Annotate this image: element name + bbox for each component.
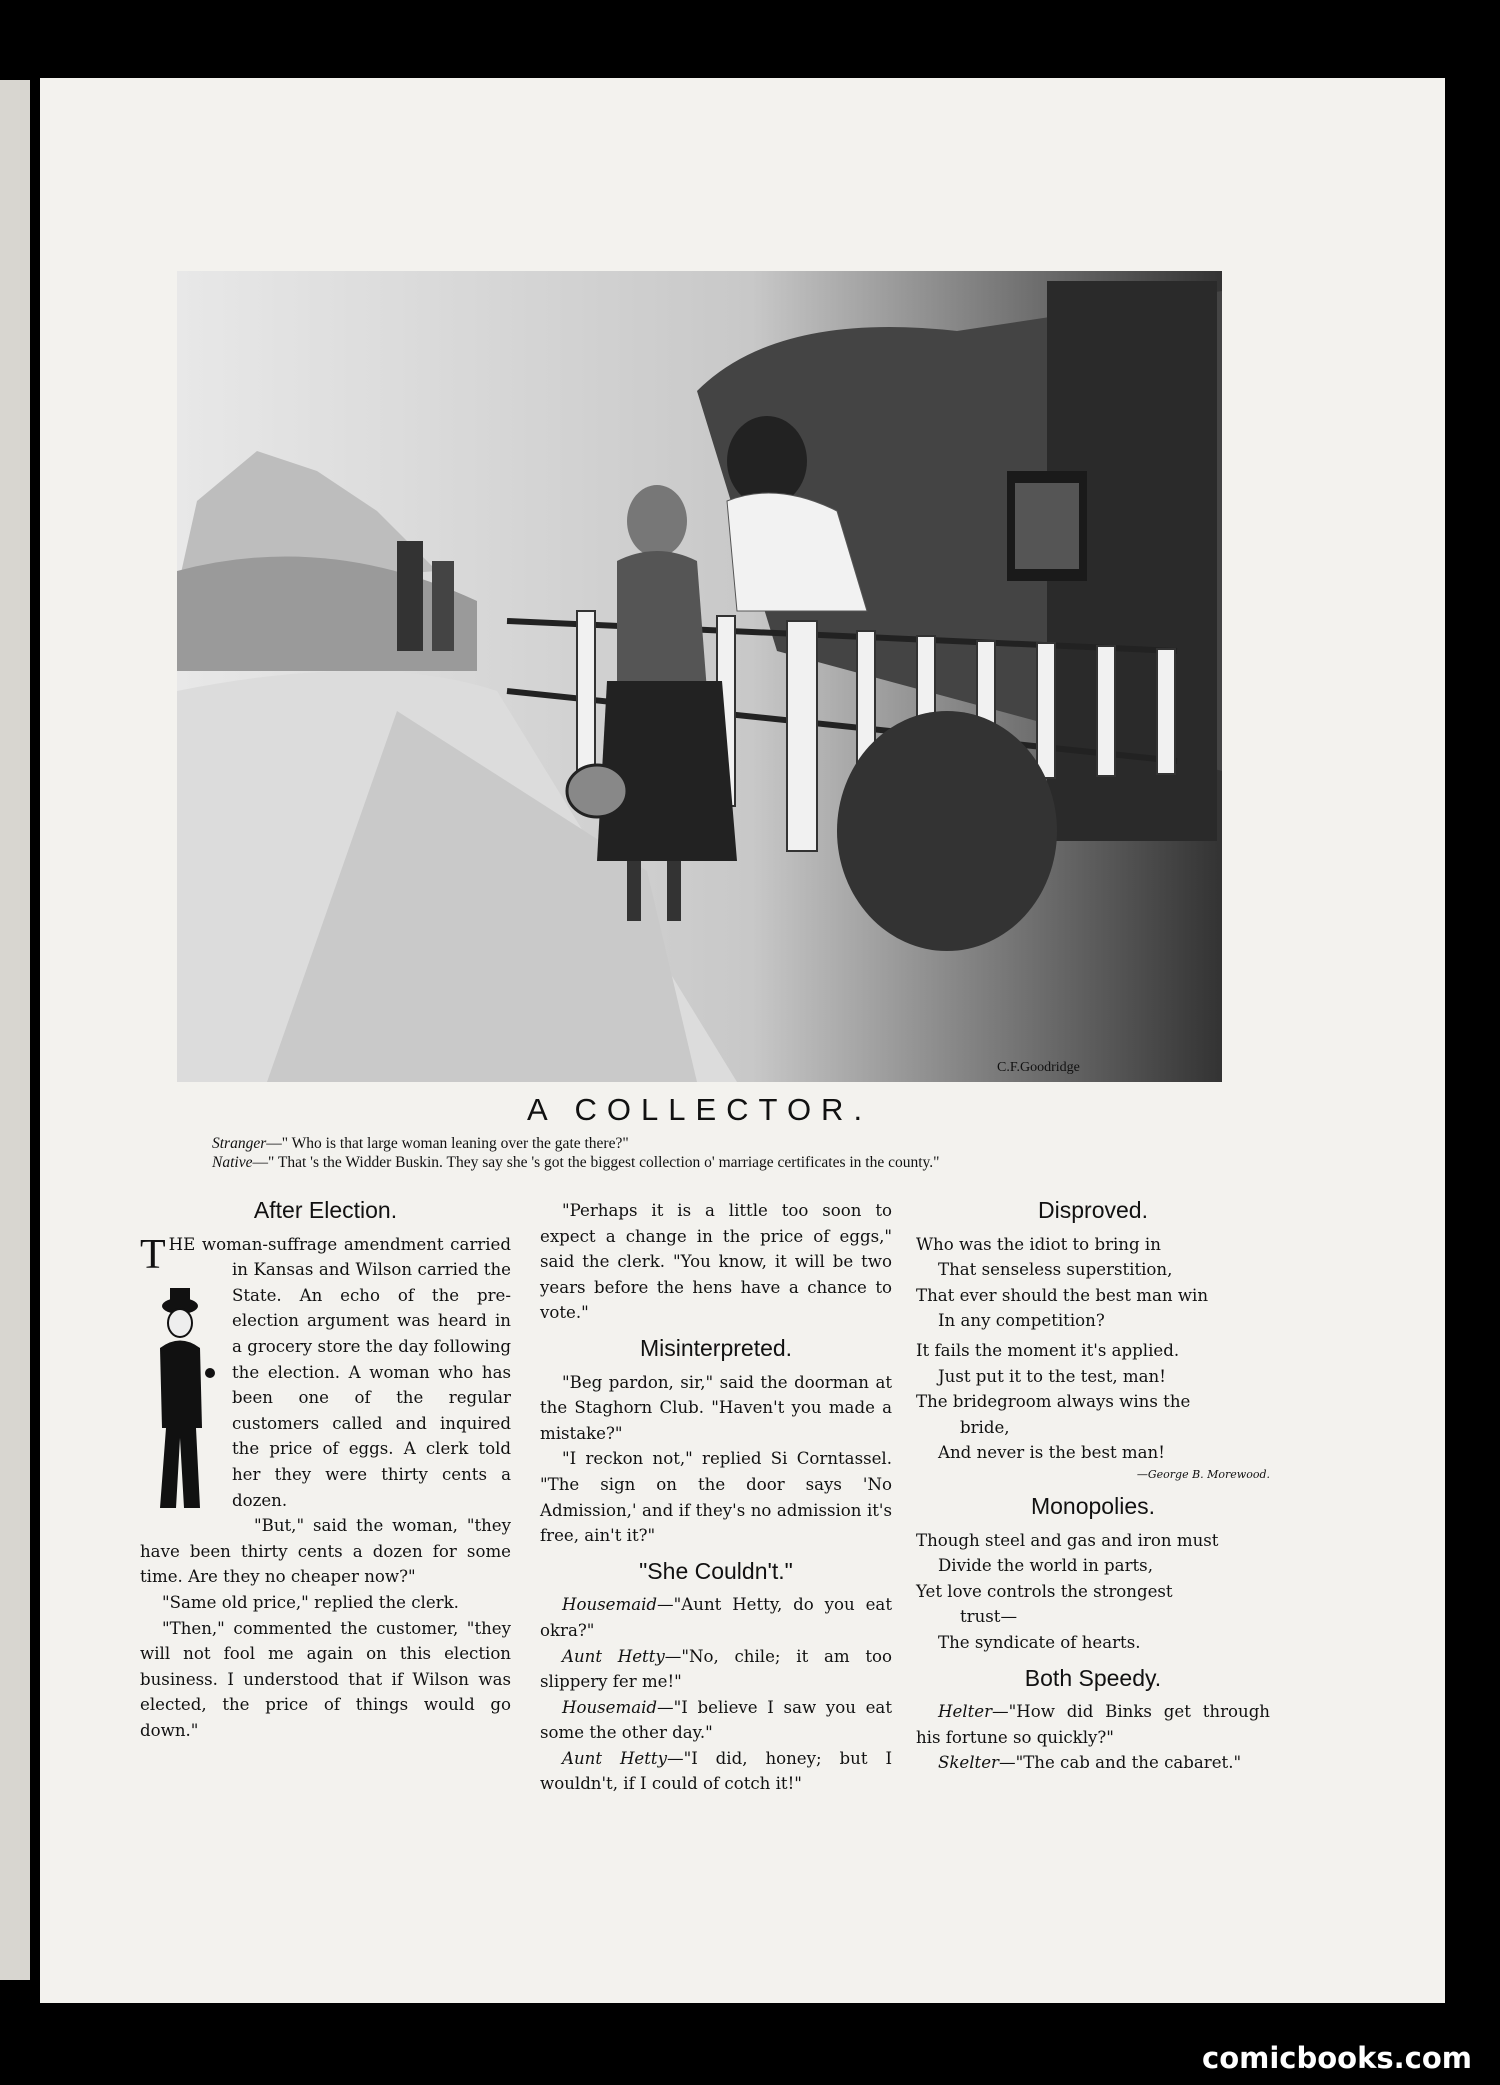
caption-text-stranger: —" Who is that large woman leaning over the gate there?" (266, 1135, 629, 1152)
disproved-line-3: That ever should the best man win (916, 1285, 1209, 1305)
monopolies-line-5: The syndicate of hearts. (938, 1632, 1141, 1652)
she-couldnt-line-1 (540, 1592, 892, 1643)
both-speedy-text-2: —"The cab and the cabaret." (998, 1753, 1242, 1773)
speaker-housemaid-1: Housemaid (562, 1595, 658, 1615)
she-couldnt-text-3: —"I believe I saw you eat some the other day." (540, 1697, 892, 1743)
misinterpreted-p1: "Beg pardon, sir," said the doorman at the Staghorn Club. "Haven't you made a mistake?" (540, 1372, 892, 1443)
heading-after-election: After Election. (253, 1197, 398, 1223)
after-election-p1: HE woman-suffrage amendment carried in Kansas and Wilson carried the State. An echo of the pre-election argument was heard in a grocery store the day following the election. A woman who has been one of the regular customers called and inquired the price of eggs. A clerk told her they were thirty cents a dozen. (168, 1234, 511, 1510)
she-couldnt-text-1: —"Aunt Hetty, do you eat okra?" (540, 1595, 892, 1640)
heading-monopolies: Monopolies. (1030, 1492, 1156, 1519)
she-couldnt-line-2 (540, 1644, 892, 1695)
monopolies-line-1: Though steel and gas and iron must (916, 1530, 1219, 1550)
after-election-p5: "Perhaps it is a little too soon to expect a change in the price of eggs," said the clerk. "You know, it will be two years before the hens have a chance to vote." (540, 1201, 892, 1323)
column-3 (916, 1198, 1270, 1776)
monopolies-line-4: trust— (960, 1607, 1018, 1627)
she-couldnt-text-4: —"I did, honey; but I wouldn't, if I could of cotch it!" (540, 1748, 892, 1794)
figure-artwork (140, 1278, 220, 1518)
caption-line-stranger (212, 1135, 629, 1153)
caption-title: A COLLECTOR. (526, 1092, 873, 1127)
drop-cap: T (140, 1231, 166, 1278)
disproved-line-7: The bridegroom always wins the (916, 1392, 1191, 1412)
speaker-skelter: Skelter (938, 1753, 999, 1773)
heading-both-speedy: Both Speedy. (1024, 1664, 1162, 1691)
disproved-line-8: bride, (960, 1417, 1010, 1437)
heading-disproved: Disproved. (1038, 1197, 1148, 1223)
disproved-attribution: —George B. Morewood. (1136, 1467, 1270, 1481)
both-speedy-text-1: —"How did Binks get through his fortune so quickly?" (916, 1702, 1270, 1747)
disproved-line-4: In any competition? (938, 1311, 1105, 1331)
man-with-pipe-figure (140, 1278, 220, 1518)
magazine-page (40, 78, 1445, 2003)
disproved-line-9: And never is the best man! (938, 1443, 1165, 1463)
misinterpreted-p2: "I reckon not," replied Si Corntassel. "The sign on the door says 'No Admission,' and if they's no admission it's free, ain't it?" (540, 1449, 892, 1546)
caption-text-native: —" That 's the Widder Buskin. They say she 's got the biggest collection o' marriage certificates in the county." (252, 1154, 940, 1171)
site-watermark: comicbooks.com (1202, 2041, 1472, 2075)
column-1 (140, 1198, 511, 1743)
speaker-aunt-hetty-1: Aunt Hetty (562, 1646, 665, 1666)
she-couldnt-line-4 (540, 1746, 892, 1797)
disproved-line-6: Just put it to the test, man! (938, 1366, 1166, 1386)
heading-she-couldnt: "She Couldn't." (639, 1557, 793, 1584)
adjacent-page-edge (0, 80, 30, 1980)
collector-illustration (177, 271, 1222, 1082)
disproved-line-2: That senseless superstition, (938, 1260, 1173, 1280)
disproved-line-1: Who was the idiot to bring in (916, 1234, 1161, 1254)
monopolies-line-3: Yet love controls the strongest (916, 1581, 1173, 1601)
caption-speaker-stranger: Stranger (212, 1135, 267, 1152)
speaker-helter: Helter (938, 1702, 993, 1722)
after-election-p2: "But," said the woman, "they have been thirty cents a dozen for some time. Are they no cheaper now?" (140, 1516, 511, 1587)
after-election-p3: "Same old price," replied the clerk. (162, 1592, 459, 1612)
heading-misinterpreted: Misinterpreted. (639, 1334, 793, 1361)
speaker-aunt-hetty-2: Aunt Hetty (562, 1748, 667, 1768)
after-election-p4: "Then," commented the customer, "they will not fool me again on this election business. I understood that if Wilson was elected, the price of things would go down." (140, 1618, 511, 1740)
illustration-artwork (177, 271, 1222, 1082)
monopolies-line-2: Divide the world in parts, (938, 1556, 1153, 1576)
caption-speaker-native: Native (212, 1154, 253, 1171)
disproved-line-5: It fails the moment it's applied. (916, 1340, 1180, 1360)
she-couldnt-text-2: —"No, chile; it am too slippery fer me!" (540, 1646, 892, 1692)
both-speedy-line-1 (916, 1699, 1270, 1750)
caption-line-native (212, 1154, 940, 1172)
both-speedy-line-2 (916, 1750, 1270, 1776)
she-couldnt-line-3 (540, 1695, 892, 1746)
artist-signature: C.F.Goodridge (997, 1060, 1080, 1075)
speaker-housemaid-2: Housemaid (562, 1697, 658, 1717)
column-2 (540, 1198, 892, 1797)
